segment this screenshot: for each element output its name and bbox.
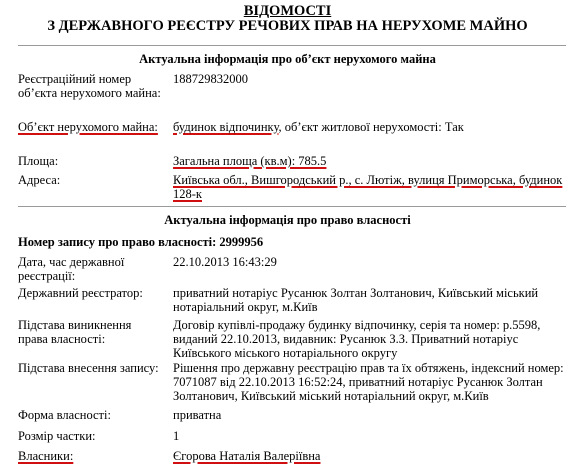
document-title: ВІДОМОСТІ [243, 3, 332, 19]
share-row [18, 429, 566, 443]
address-label: Адреса: [18, 173, 61, 187]
address-value-text: Київська обл., Вишгородський р., с. Лютіж, вулиця Приморська, будинок 128-к [173, 173, 563, 201]
divider [18, 45, 566, 46]
area-label: Площа: [18, 154, 59, 168]
share-label: Розмір частки: [18, 429, 96, 443]
entry-basis-label: Підстава внесення запису: [18, 361, 159, 375]
ownership-section-heading: Актуальна інформація про право власності [164, 213, 411, 227]
reg-number-value: 188729832000 [173, 72, 248, 86]
reg-date-value: 22.10.2013 16:43:29 [173, 255, 277, 269]
object-type-detail: , об’єкт житлової нерухомості: Так [278, 120, 464, 134]
object-label [18, 120, 163, 134]
record-number: Номер запису про право власності: 2999956 [18, 235, 264, 249]
object-type-text: будинок відпочинку [173, 120, 279, 134]
area-value-text: Загальна площа (кв.м): 785.5 [173, 154, 327, 168]
reg-number-label: Реєстраційний номер об’єкта нерухомого майна: [18, 72, 161, 100]
share-value: 1 [173, 429, 180, 443]
object-value [173, 120, 573, 134]
ownership-form-label: Форма власності: [18, 408, 111, 422]
entry-basis-value: Рішення про державну реєстрацію прав та їх обтяжень, індексний номер: 7071087 від 22.10.2013 16:52:24, приватний нотаріус Русанюк Золтан Золтанович, Київський міський нотаріальний округ, м.Київ [173, 361, 564, 403]
registrar-row [18, 286, 566, 314]
basis-row [18, 318, 566, 360]
object-row [18, 120, 566, 148]
divider [18, 206, 566, 207]
basis-label: Підстава виникнення права власності: [18, 318, 132, 346]
area-value [173, 154, 573, 168]
document-subtitle: З ДЕРЖАВНОГО РЕЄСТРУ РЕЧОВИХ ПРАВ НА НЕРУХОМЕ МАЙНО [47, 18, 528, 34]
object-label-text: Об’єкт нерухомого майна: [18, 120, 158, 134]
owners-label-text: Власники: [18, 449, 74, 463]
ownership-form-row [18, 408, 566, 422]
address-row [18, 173, 566, 201]
reg-date-label: Дата, час державної реєстрації: [18, 255, 125, 283]
registrar-label: Державний реєстратор: [18, 286, 143, 300]
basis-value: Договір купівлі-продажу будинку відпочинку, серія та номер: р.5598, виданий 22.10.2013, видавник: Русанюк З.З. Приватний нотаріус Київського міського нотаріального округу [173, 318, 541, 360]
ownership-form-value: приватна [173, 408, 222, 422]
entry-basis-row [18, 361, 566, 403]
area-row [18, 154, 566, 168]
registrar-value: приватний нотаріус Русанюк Золтан Золтанович, Київський міський нотаріальний округ, м.Київ [173, 286, 539, 314]
reg-number-row [18, 72, 566, 114]
address-value [173, 173, 573, 201]
owners-label [18, 449, 163, 463]
owners-value [173, 449, 573, 463]
reg-date-row [18, 255, 566, 283]
owners-value-text: Єгорова Наталія Валеріївна [173, 449, 321, 463]
property-section-heading: Актуальна інформація про об’єкт нерухомого майна [139, 52, 436, 66]
owners-row [18, 449, 566, 465]
